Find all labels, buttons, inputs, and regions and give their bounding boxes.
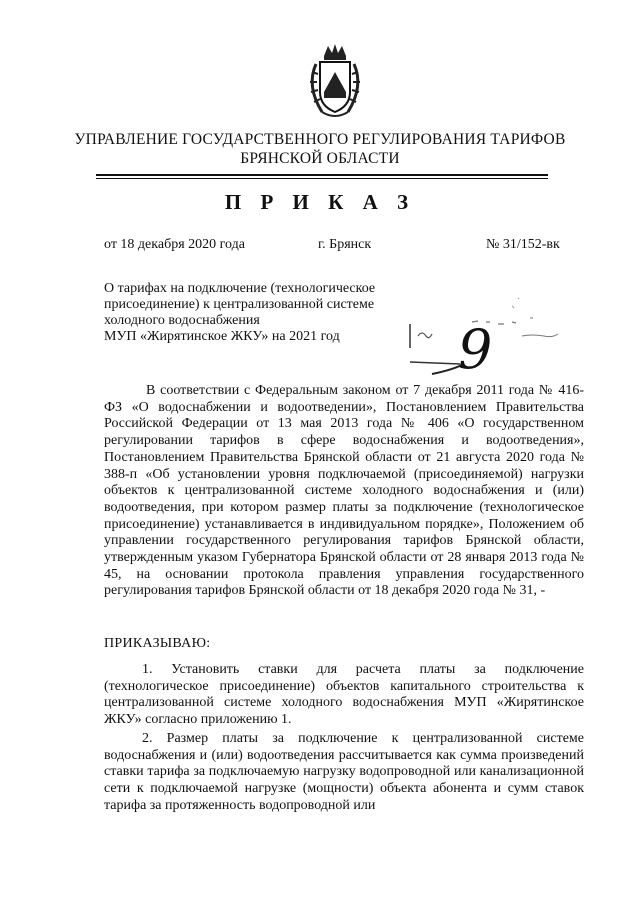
subject-line-2: присоединение) к централизованной системе (104, 297, 375, 312)
document-type-title: П Р И К А З (224, 190, 416, 214)
org-line-2: БРЯНСКОЙ ОБЛАСТИ (240, 150, 400, 167)
document-city: г. Брянск (318, 237, 372, 252)
order-item-1: 1. Установить ставки для расчета платы за подключение (технологическое присоединение) объектов капитального строительства к централизованной системе холодного водоснабжения МУП «Жирятинское ЖКУ» согласно приложению 1. (104, 662, 584, 728)
order-word: ПРИКАЗЫВАЮ: (104, 636, 211, 651)
header-rule-thin (96, 178, 548, 179)
handwritten-registration-stamp-icon (402, 292, 578, 378)
organization-name (0, 130, 640, 168)
preamble-paragraph: В соответствии с Федеральным законом от 7 декабря 2011 года № 416-ФЗ «О водоснабжении и водоотведении», Постановлением Правительства Российской Федерации от 13 мая 2013 года № 406 «О государственном регулировании тарифов в сфере водоснабжения и водоотведения», Постановлением Правительства Брянской области от 21 августа 2020 года № 388-п «Об установлении уровня подключаемой (присоединяемой) нагрузки объектов к централизованной системе холодного водоснабжения и (или) водоотведения, при котором размер платы за подключение (технологическое присоединение) устанавливается в индивидуальном порядке», Положением об управлении государственного регулирования тарифов Брянской области, утвержденным указом Губернатора Брянской области от 28 января 2013 года № 45, на основании протокола правления управления государственного регулирования тарифов Брянской области от 18 декабря 2020 года № 31, - (104, 383, 584, 599)
header-rule-thick (96, 174, 548, 176)
subject-line-1: О тарифах на подключение (технологическое (104, 281, 376, 296)
subject-line-4: МУП «Жирятинское ЖКУ» на 2021 год (104, 329, 340, 344)
order-item-2: 2. Размер платы за подключение к централизованной системе водоснабжения и (или) водоотведения рассчитывается как сумма произведений ставки тарифа за подключаемую нагрузку водопроводной или канализационной сети к подключаемой нагрузке (мощности) объекта абонента и сумм ставок тарифа за протяженность водопроводной или (104, 731, 584, 813)
subject-line-3: холодного водоснабжения (104, 313, 260, 328)
document-date: от 18 декабря 2020 года (104, 237, 245, 252)
org-line-1: УПРАВЛЕНИЕ ГОСУДАРСТВЕННОГО РЕГУЛИРОВАНИЯ ТАРИФОВ (74, 131, 566, 148)
bryansk-coat-of-arms-icon (302, 42, 368, 120)
document-number: № 31/152-вк (486, 237, 560, 252)
stamp-digit: 9 (458, 318, 493, 378)
document-subject (104, 281, 394, 345)
